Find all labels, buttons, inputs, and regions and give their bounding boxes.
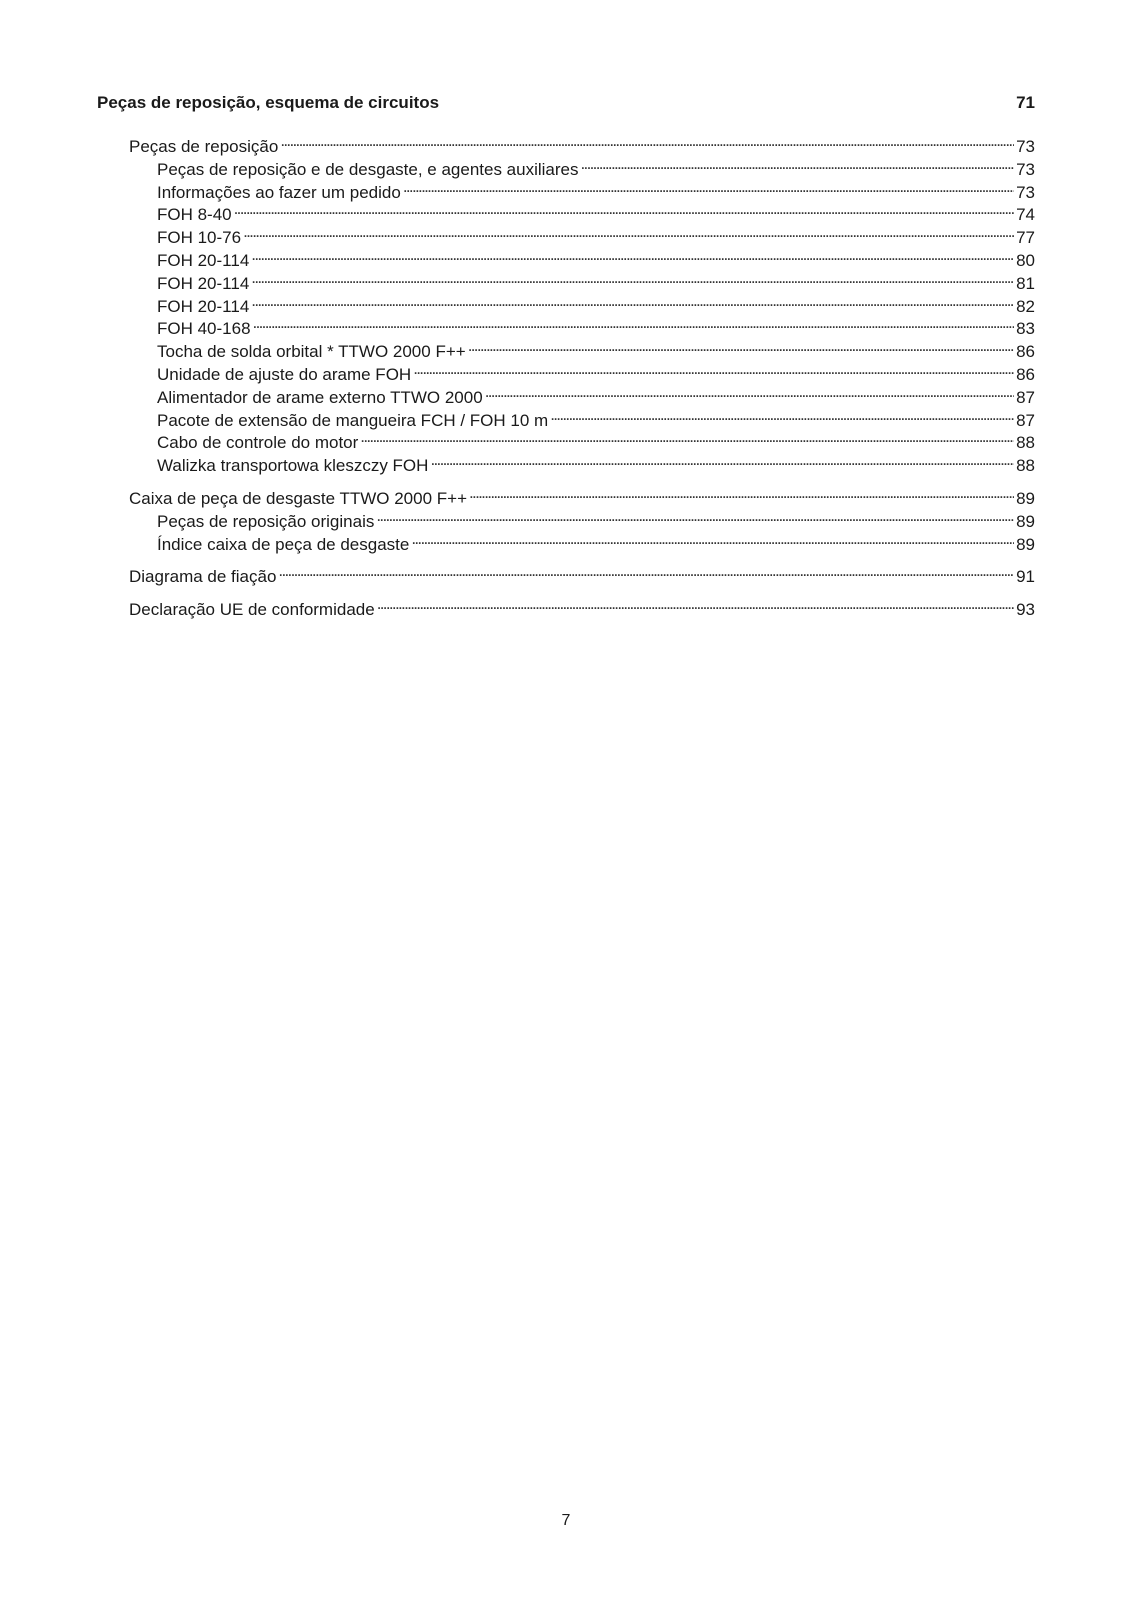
toc-section-entry[interactable] bbox=[97, 560, 1037, 587]
toc-entry-page-number: 77 bbox=[1016, 228, 1035, 248]
toc-entry-page-number: 82 bbox=[1016, 296, 1035, 316]
toc-entry-page-number: 81 bbox=[1016, 273, 1035, 293]
toc-entry-label: Diagrama de fiação bbox=[129, 567, 277, 587]
chapter-page-number: 71 bbox=[1016, 93, 1035, 112]
dot-leader bbox=[377, 593, 1014, 615]
toc-entry-page-number: 73 bbox=[1016, 182, 1035, 202]
toc-chapter-heading bbox=[97, 92, 1037, 114]
toc-entry-label: Walizka transportowa kleszczy FOH bbox=[157, 456, 429, 476]
dot-leader bbox=[243, 221, 1014, 243]
toc-entry-label: FOH 20-114 bbox=[157, 250, 250, 270]
toc-entry-page-number: 89 bbox=[1016, 488, 1035, 508]
toc-entry-label: Cabo de controle do motor bbox=[157, 433, 359, 453]
toc-entry-label: Alimentador de arame externo TTWO 2000 bbox=[157, 387, 483, 407]
dot-leader bbox=[278, 560, 1014, 582]
toc-section-entry[interactable] bbox=[97, 593, 1037, 620]
toc-entry-label: Declaração UE de conformidade bbox=[129, 600, 375, 620]
toc-entry-label: Índice caixa de peça de desgaste bbox=[157, 534, 410, 554]
dot-leader bbox=[253, 312, 1015, 334]
toc-entry-page-number: 91 bbox=[1016, 567, 1035, 587]
toc-entry-page-number: 74 bbox=[1016, 205, 1035, 225]
toc-entry-label: FOH 20-114 bbox=[157, 273, 250, 293]
toc-groups bbox=[97, 130, 1037, 620]
toc-entry-label: Tocha de solda orbital * TTWO 2000 F++ bbox=[157, 342, 466, 362]
chapter-title: Peças de reposição, esquema de circuitos bbox=[97, 93, 440, 112]
toc-entry-page-number: 86 bbox=[1016, 364, 1035, 384]
toc-entry-label: Informações ao fazer um pedido bbox=[157, 182, 401, 202]
toc-entry-label: Peças de reposição originais bbox=[157, 511, 375, 531]
toc-entry-label: Unidade de ajuste do arame FOH bbox=[157, 364, 412, 384]
dot-leader bbox=[469, 482, 1014, 504]
dot-leader bbox=[251, 267, 1014, 289]
toc-entry-page-number: 73 bbox=[1016, 137, 1035, 156]
toc-entry-label: Peças de reposição e de desgaste, e agentes auxiliares bbox=[157, 159, 579, 179]
dot-leader bbox=[251, 290, 1014, 312]
dot-leader bbox=[430, 449, 1014, 471]
dot-leader bbox=[413, 358, 1014, 380]
toc-entry-page-number: 89 bbox=[1016, 511, 1035, 531]
dot-leader bbox=[581, 153, 1015, 175]
toc-entry-label: FOH 40-168 bbox=[157, 319, 251, 339]
dot-leader bbox=[468, 335, 1014, 357]
footer-page-number: 7 bbox=[561, 1512, 571, 1529]
toc-entry-label: FOH 20-114 bbox=[157, 296, 250, 316]
toc-entry-page-number: 88 bbox=[1016, 433, 1035, 453]
toc-subsection-entry[interactable] bbox=[97, 221, 1037, 248]
toc-entry-page-number: 80 bbox=[1016, 250, 1035, 270]
dot-leader bbox=[251, 244, 1014, 266]
toc-entry-page-number: 93 bbox=[1016, 600, 1035, 620]
toc-section-entry[interactable] bbox=[97, 130, 1037, 156]
dot-leader bbox=[485, 381, 1014, 403]
dot-leader bbox=[550, 404, 1014, 426]
toc-entry-label: FOH 10-76 bbox=[157, 228, 242, 248]
dot-leader bbox=[376, 505, 1014, 527]
toc-entry-label: FOH 8-40 bbox=[157, 205, 232, 225]
toc-entry-page-number: 87 bbox=[1016, 387, 1035, 407]
toc-entry-label: Pacote de extensão de mangueira FCH / FOH 10 m bbox=[157, 410, 549, 430]
dot-leader bbox=[411, 528, 1014, 550]
toc-section-entry[interactable] bbox=[97, 482, 1037, 508]
toc-entry-page-number: 88 bbox=[1016, 456, 1035, 476]
dot-leader bbox=[280, 130, 1014, 152]
toc-entry-page-number: 86 bbox=[1016, 342, 1035, 362]
toc-entry-page-number: 73 bbox=[1016, 159, 1035, 179]
toc-entry-page-number: 83 bbox=[1016, 319, 1035, 339]
dot-leader bbox=[403, 176, 1014, 198]
toc-entry-label: Peças de reposição bbox=[129, 137, 279, 156]
toc-entry-page-number: 87 bbox=[1016, 410, 1035, 430]
dot-leader bbox=[360, 426, 1014, 448]
table-of-contents bbox=[97, 92, 1037, 620]
toc-entry-label: Caixa de peça de desgaste TTWO 2000 F++ bbox=[129, 488, 467, 508]
toc-entry-page-number: 89 bbox=[1016, 534, 1035, 554]
toc-subsection-entry[interactable] bbox=[97, 198, 1037, 225]
dot-leader bbox=[234, 198, 1014, 220]
